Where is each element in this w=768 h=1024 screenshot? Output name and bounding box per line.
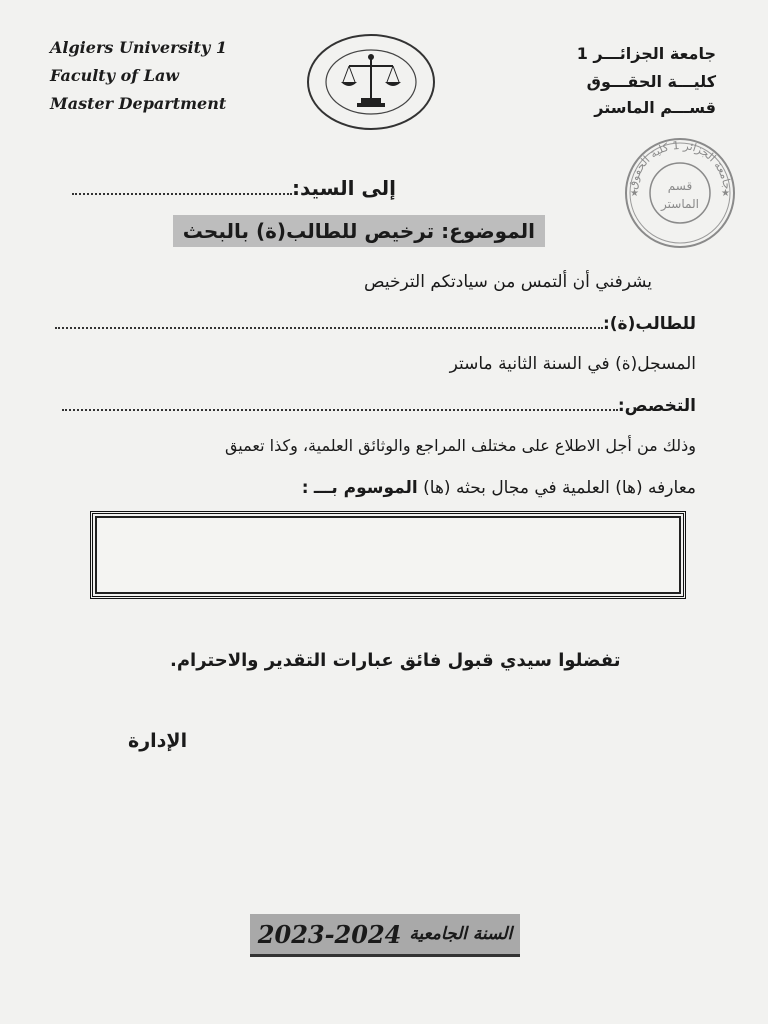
stamp-center-line1: قسم <box>667 179 693 193</box>
department-stamp <box>620 138 740 248</box>
research-title-box[interactable] <box>90 511 686 599</box>
addressee-line <box>72 176 396 200</box>
stamp-star-left: ★ <box>630 188 639 199</box>
student-label: للطالب(ة): <box>602 314 696 334</box>
administration-label: الإدارة <box>128 730 188 752</box>
specialty-line <box>62 396 696 416</box>
addressee-dots <box>72 193 292 195</box>
header-department-ar: قســـم الماستر <box>594 98 716 117</box>
body-line-1: يشرفني أن ألتمس من سيادتكم الترخيص <box>364 272 652 292</box>
header-university-en: Algiers University 1 <box>50 38 227 57</box>
stamp-ring-text: جامعة الجزائر 1 كلية الحقوق <box>626 138 734 191</box>
academic-year-value: 2023-2024 <box>257 919 402 949</box>
academic-year-box <box>250 914 520 957</box>
body-line-6-bold: الموسوم بـــ <box>313 478 418 498</box>
closing-text: تفضلوا سيدي قبول فائق عبارات التقدير والاحترام. <box>170 650 621 671</box>
academic-year-label: السنة الجامعية <box>409 924 513 944</box>
header-department-en: Master Department <box>50 94 227 113</box>
body-line-3: المسجل(ة) في السنة الثانية ماستر <box>449 354 696 374</box>
student-line <box>55 314 696 334</box>
faculty-seal-logo <box>305 32 437 132</box>
body-line-6-colon: : <box>301 478 309 498</box>
body-line-5: وذلك من أجل الاطلاع على مختلف المراجع والوثائق العلمية، وكذا تعميق <box>224 436 696 455</box>
header-faculty-ar: كليـــة الحقـــوق <box>586 72 716 91</box>
header-faculty-en: Faculty of Law <box>50 66 180 85</box>
body-line-6 <box>302 478 696 498</box>
header-university-ar: جامعة الجزائـــر 1 <box>576 44 716 63</box>
subject-box <box>173 215 545 247</box>
stamp-center-line2: الماستر <box>661 197 699 211</box>
addressee-label: إلى السيد: <box>292 176 396 200</box>
body-line-6-start: معارفه (ها) العلمية في مجال بحثه (ها) <box>423 478 696 498</box>
specialty-label: التخصص: <box>617 396 696 416</box>
stamp-star-right: ★ <box>721 188 730 199</box>
subject-text: الموضوع: ترخيص للطالب(ة) بالبحث <box>182 219 535 243</box>
specialty-dots <box>62 409 618 411</box>
student-dots <box>55 327 603 329</box>
